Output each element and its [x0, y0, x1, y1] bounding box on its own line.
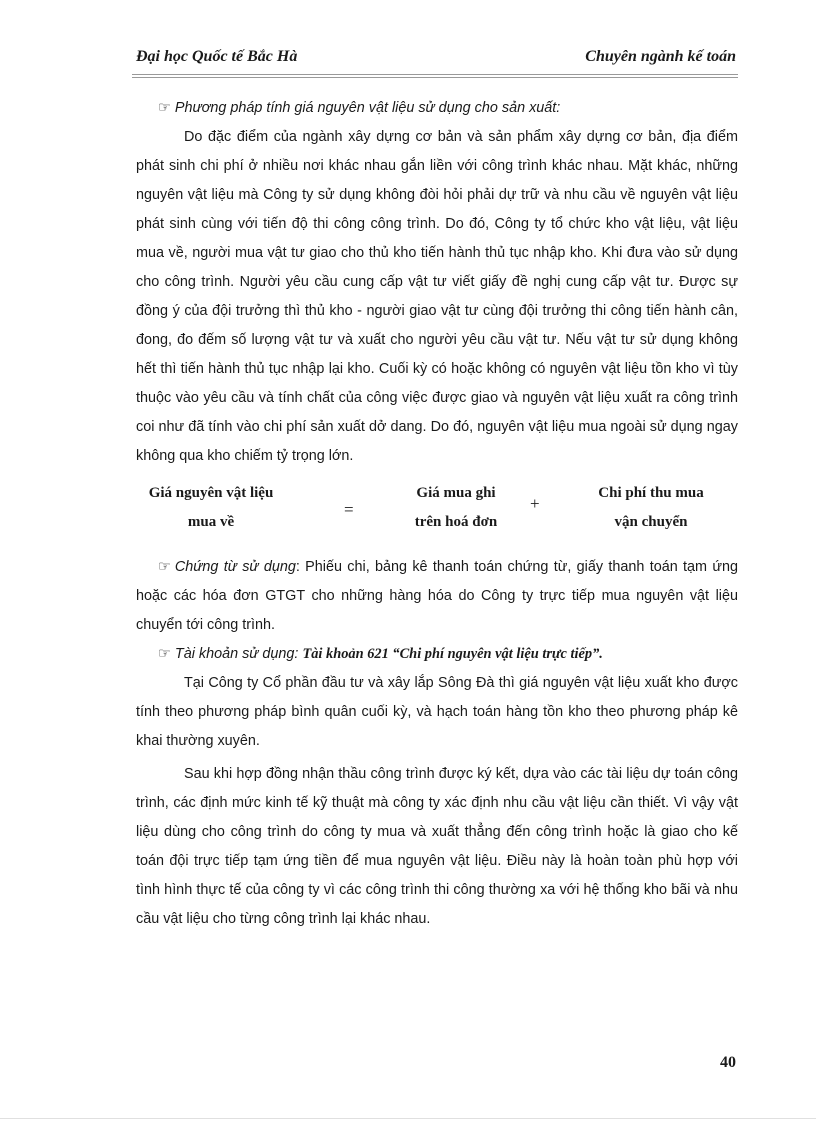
section-heading-pricing-text: Phương pháp tính giá nguyên vật liệu sử dụng cho sản xuất: [174, 100, 561, 116]
page-number: 40 [720, 1054, 736, 1071]
pricing-formula [136, 479, 738, 549]
account-name: Tài khoản 621 “Chi phí nguyên vật liệu trực tiếp”. [302, 646, 603, 662]
section-heading-account [136, 640, 738, 669]
document-body [136, 94, 738, 934]
account-label: Tài khoản sử dụng: [174, 646, 299, 662]
documents-text: : Phiếu chi, bảng kê thanh toán chứng từ, giấy thanh toán tạm ứng hoặc các hóa đơn GTGT cho những hàng hóa do Công ty trực tiếp mua nguyên vật liệu chuyển tới công trình. [136, 559, 738, 633]
header-divider [132, 74, 738, 78]
section-heading-pricing [136, 94, 738, 123]
pointing-hand-icon: ☞ [158, 646, 171, 662]
page-bottom-edge [0, 1118, 816, 1119]
formula-equals: = [344, 500, 354, 519]
header-major: Chuyên ngành kế toán [585, 48, 736, 65]
formula-term1-line2: mua về [187, 514, 235, 530]
formula-term-invoice-price [386, 479, 526, 537]
paragraph-pricing: Do đặc điểm của ngành xây dựng cơ bản và sản phẩm xây dựng cơ bản, địa điểm phát sinh chi phí ở nhiều nơi khác nhau gắn liền với công trình khác nhau. Mặt khác, những nguyên vật liệu mà Công ty sử dụng không đòi hỏi phải dự trữ và nhu cầu về nguyên vật liệu phát sinh cùng với tiến độ thi công công trình. Do đó, Công ty tổ chức kho vật liệu, vật liệu mua về, người mua vật tư giao cho thủ kho tiến hành thủ tục nhập kho. Khi đưa vào sử dụng cho công trình. Người yêu cầu cung cấp vật tư viết giấy đề nghị cung cấp vật tư. Được sự đồng ý của đội trưởng thì thủ kho - người giao vật tư cùng đội trưởng thi công tiến hành cân, đong, đo đếm số lượng vật tư và xuất cho người yêu cầu vật tư. Nếu vật tư sử dụng không hết thì tiến hành thủ tục nhập lại kho. Cuối kỳ có hoặc không có nguyên vật liệu tồn kho vì tùy thuộc vào yêu cầu và tính chất của công việc được giao và nguyên vật liệu xuất ra công trình coi như đã tính vào chi phí sản xuất dở dang. Do đó, nguyên vật liệu mua ngoài sử dụng ngay không qua kho chiếm tỷ trọng lớn. [136, 129, 738, 464]
formula-term3-line2: vận chuyển [614, 514, 688, 530]
formula-term3-line1: Chi phí thu mua [598, 485, 704, 501]
paragraph-inventory-method: Tại Công ty Cổ phần đầu tư và xây lắp Sông Đà thì giá nguyên vật liệu xuất kho được tính theo phương pháp bình quân cuối kỳ, và hạch toán hàng tồn kho theo phương pháp kê khai thường xuyên. [136, 675, 738, 749]
header-university: Đại học Quốc tế Bắc Hà [136, 48, 298, 65]
pointing-hand-icon: ☞ [158, 559, 171, 575]
formula-term2-line2: trên hoá đơn [414, 514, 498, 530]
formula-plus: + [530, 494, 540, 513]
documents-label: Chứng từ sử dụng [174, 559, 296, 575]
formula-term-material-price [136, 479, 286, 537]
formula-term1-line1: Giá nguyên vật liệu [148, 485, 274, 501]
paragraph-material-purchase: Sau khi hợp đồng nhận thầu công trình được ký kết, dựa vào các tài liệu dự toán công trình, các định mức kinh tế kỹ thuật mà công ty xác định nhu cầu vật liệu cần thiết. Vì vậy vật liệu dùng cho công trình do công ty mua và xuất thẳng đến công trình hoặc là giao cho kế toán đội trực tiếp tạm ứng tiền để mua nguyên vật liệu. Điều này là hoàn toàn phù hợp với tình hình thực tế của công ty vì các công trình thi công thường xa với hệ thống kho bãi và nhu cầu vật liệu cho từng công trình lại khác nhau. [136, 766, 738, 927]
formula-term2-line1: Giá mua ghi [416, 485, 496, 501]
paragraph-documents [136, 553, 738, 640]
formula-term-purchase-cost [576, 479, 726, 537]
pointing-hand-icon: ☞ [158, 100, 171, 116]
